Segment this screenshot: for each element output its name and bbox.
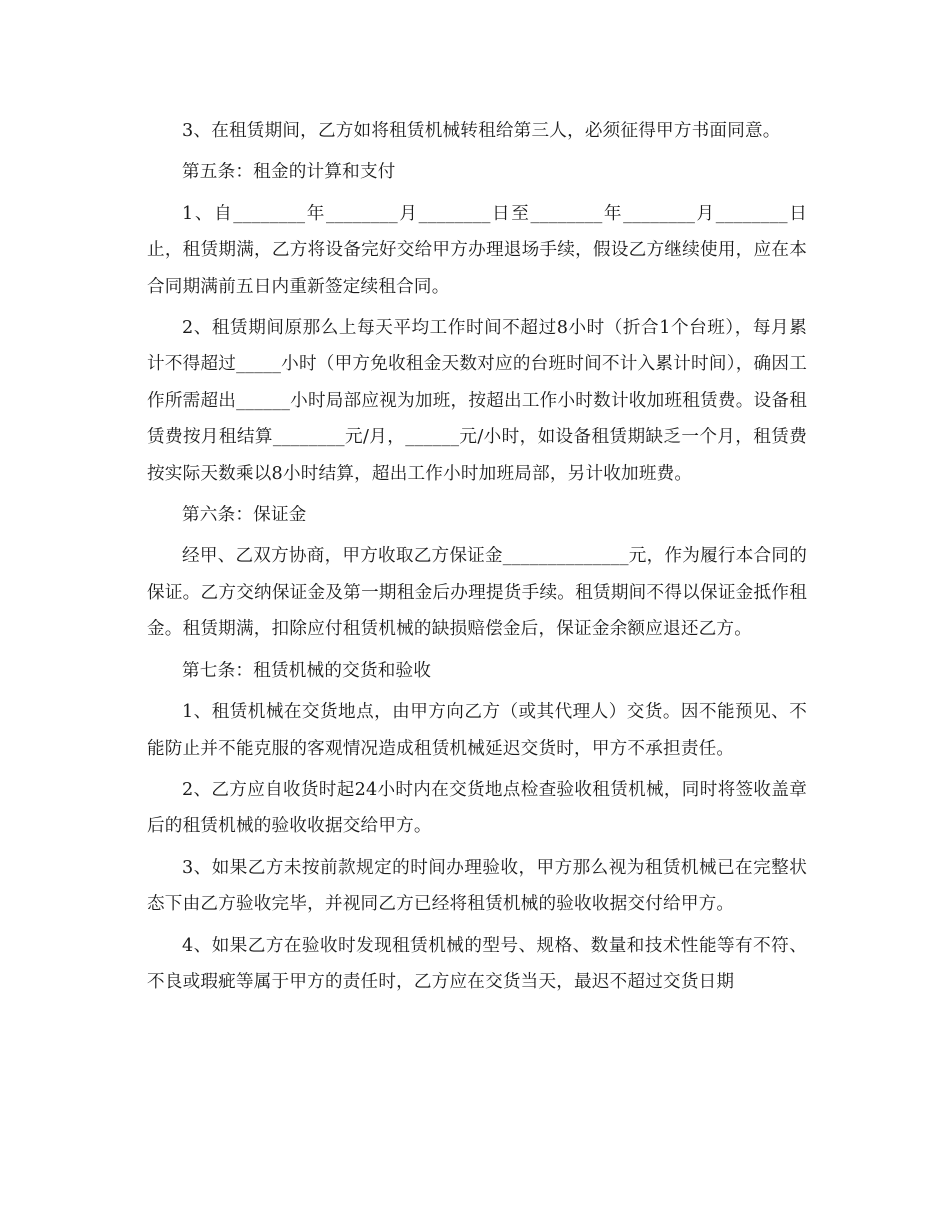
- article-7-item-3: 3、如果乙方未按前款规定的时间办理验收，甲方那么视为租赁机械已在完整状态下由乙方验收完毕，并视同乙方已经将租赁机械的验收收据交付给甲方。: [147, 857, 807, 915]
- contract-body: [147, 113, 807, 1005]
- article-7-item-4: 4、如果乙方在验收时发现租赁机械的型号、规格、数量和技术性能等有不符、不良或瑕疵等属于甲方的责任时，乙方应在交货当天，最迟不超过交货日期: [147, 935, 807, 992]
- article-7-item-2: 2、乙方应自收货时起24小时内在交货地点检查验收租赁机械，同时将签收盖章后的租赁机械的验收收据交给甲方。: [147, 779, 807, 837]
- article-5-item-1: 1、自________年________月________日至________年________月________日止，租赁期满，乙方将设备完好交给甲方办理退场手续，假设乙方继续使用，应在本合同期满前五日内重新签定续租合同。: [147, 203, 807, 297]
- article-7-heading: 第七条：租赁机械的交货和验收: [182, 660, 432, 681]
- article-5-heading: 第五条：租金的计算和支付: [182, 162, 396, 183]
- article-7-item-1: 1、租赁机械在交货地点，由甲方向乙方（或其代理人）交货。因不能预见、不能防止并不能克服的客观情况造成租赁机械延迟交货时，甲方不承担责任。: [147, 702, 807, 759]
- article-6-heading: 第六条：保证金: [182, 505, 307, 526]
- article-6-body: 经甲、乙双方协商，甲方收取乙方保证金______________元，作为履行本合同的保证。乙方交纳保证金及第一期租金后办理提货手续。租赁期间不得以保证金抵作租金。租赁期满，扣除应付租赁机械的缺损赔偿金后，保证金余额应退还乙方。: [147, 546, 807, 640]
- article-5-item-2: 2、租赁期间原那么上每天平均工作时间不超过8小时（折合1个台班），每月累计不得超过_____小时（甲方免收租金天数对应的台班时间不计入累计时间），确因工作所需超出______小时局部应视为加班，按超出工作小时数计收加班租赁费。设备租赁费按月租结算________元/月，______元/小时，如设备租赁期缺乏一个月，租赁费按实际天数乘以8小时结算，超出工作小时加班局部，另计收加班费。: [147, 318, 807, 484]
- clause-4-item-3: 3、在租赁期间，乙方如将租赁机械转租给第三人，必须征得甲方书面同意。: [182, 121, 781, 141]
